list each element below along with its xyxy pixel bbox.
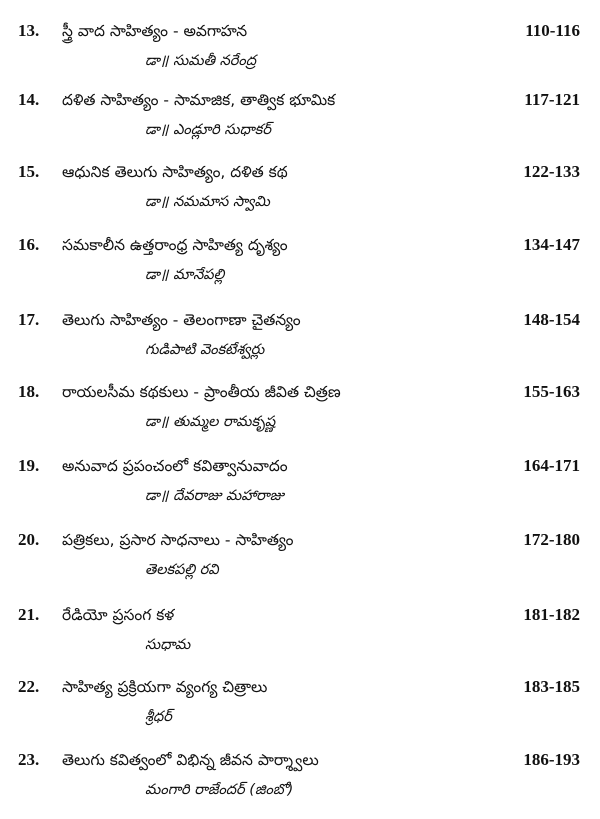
entry-title: రేడియో ప్రసంగ కళ [62, 606, 175, 624]
entry-title: అనువాద ప్రపంచంలో కవిత్వానువాదం [62, 457, 288, 475]
toc-entry-15 [0, 161, 600, 231]
entry-author: డా॥ మానేపల్లి [145, 267, 225, 283]
entry-number: 18. [18, 382, 40, 401]
entry-number: 13. [18, 21, 40, 40]
entry-pages: 164-171 [523, 456, 580, 475]
entry-number: 23. [18, 750, 40, 769]
entry-author: తెలకపల్లి రవి [145, 562, 219, 578]
entry-pages: 186-193 [523, 750, 580, 769]
entry-author: సుధామ [145, 637, 191, 653]
entry-title: తెలుగు సాహిత్యం - తెలంగాణా చైతన్యం [62, 311, 301, 329]
entry-title: పత్రికలు, ప్రసార సాధనాలు - సాహిత్యం [62, 531, 294, 549]
entry-author: డా॥ నమమాస స్వామి [145, 194, 270, 210]
toc-entry-23 [0, 749, 600, 819]
entry-pages: 183-185 [523, 677, 580, 696]
entry-author: డా॥ దేవరాజు మహారాజు [145, 488, 284, 504]
entry-author: శ్రీధర్ [145, 709, 172, 725]
entry-title: స్త్రీ వాద సాహిత్యం - అవగాహన [62, 22, 248, 40]
entry-author: డా॥ తుమ్మల రామకృష్ణ [145, 414, 276, 430]
entry-title: ఆధునిక తెలుగు సాహిత్యం, దళిత కథ [62, 163, 288, 181]
entry-pages: 155-163 [523, 382, 580, 401]
entry-title: రాయలసీమ కథకులు - ప్రాంతీయ జీవిత చిత్రణ [62, 383, 341, 401]
entry-number: 20. [18, 530, 40, 549]
toc-entry-22 [0, 676, 600, 746]
entry-title: దళిత సాహిత్యం - సామాజిక, తాత్విక భూమిక [62, 91, 336, 109]
entry-pages: 148-154 [523, 310, 580, 329]
entry-author: గుడిపాటి వెంకటేశ్వర్లు [145, 342, 265, 358]
entry-number: 22. [18, 677, 40, 696]
entry-author: డా॥ సుమతీ నరేంద్ర [145, 53, 256, 69]
toc-entry-17 [0, 309, 600, 379]
entry-pages: 181-182 [523, 605, 580, 624]
entry-pages: 110-116 [525, 21, 580, 40]
entry-pages: 134-147 [523, 235, 580, 254]
entry-pages: 122-133 [523, 162, 580, 181]
entry-pages: 117-121 [524, 90, 580, 109]
entry-pages: 172-180 [523, 530, 580, 549]
entry-number: 19. [18, 456, 40, 475]
toc-entry-16 [0, 234, 600, 304]
entry-number: 15. [18, 162, 40, 181]
toc-entry-14 [0, 89, 600, 159]
entry-number: 16. [18, 235, 40, 254]
entry-author: డా॥ ఎండ్లూరి సుధాకర్ [145, 122, 271, 138]
entry-number: 21. [18, 605, 40, 624]
entry-author: మంగారి రాజేందర్ (జింబో) [145, 782, 294, 798]
toc-entry-21 [0, 604, 600, 674]
entry-title: సమకాలీన ఉత్తరాంధ్ర సాహిత్య దృశ్యం [62, 236, 288, 254]
toc-entry-19 [0, 455, 600, 525]
entry-number: 17. [18, 310, 40, 329]
entry-title: సాహిత్య ప్రక్రియగా వ్యంగ్య చిత్రాలు [62, 678, 268, 696]
entry-title: తెలుగు కవిత్వంలో విభిన్న జీవన పార్శ్వాలు [62, 751, 319, 769]
toc-entry-13 [0, 20, 600, 90]
entry-number: 14. [18, 90, 40, 109]
toc-entry-18 [0, 381, 600, 451]
toc-entry-20 [0, 529, 600, 599]
